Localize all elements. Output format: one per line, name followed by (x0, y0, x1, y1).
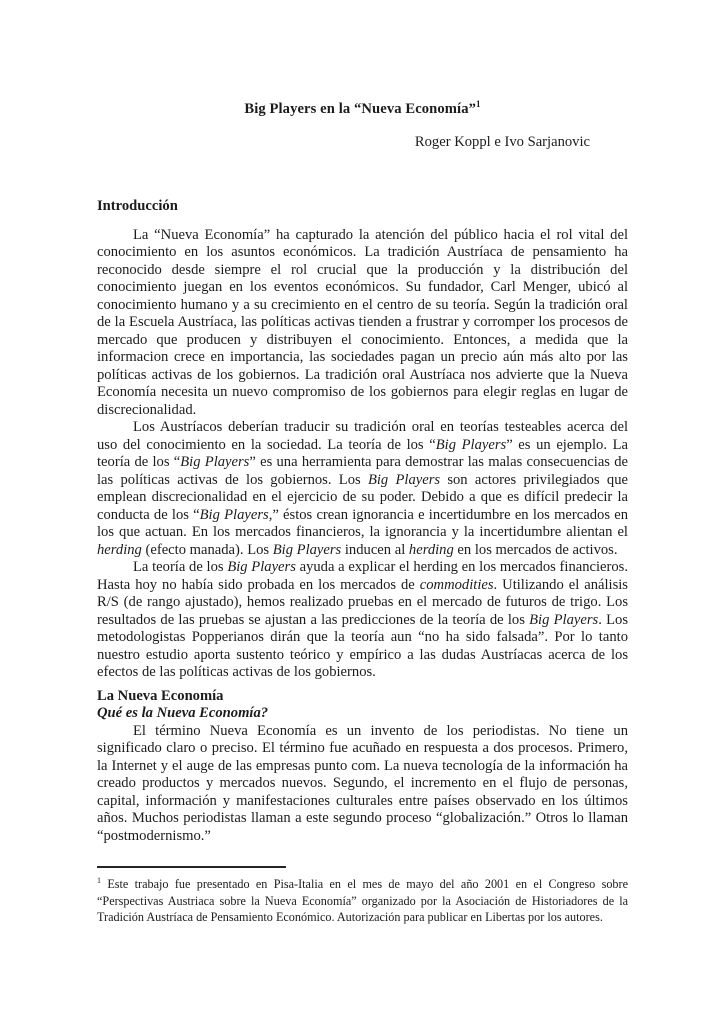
subsection-heading-que-es-la-nueva-economia: Qué es la Nueva Economía? (97, 705, 269, 721)
author-names: Roger Koppl e Ivo Sarjanovic (414, 134, 590, 150)
paragraph-intro-1: La “Nueva Economía” ha capturado la atención del público hacia el rol vital del conocimiento en los asuntos económicos. La tradición Austríaca de pensamiento ha reconocido desde siempre el rol crucial que la producción y la distribución del conocimiento juegan en los eventos económicos. Su fundador, Carl Menger, ubicó al conocimiento humano y a su crecimiento en el centro de su teoría. Según la tradición oral de la Escuela Austríaca, las políticas activas tienden a frustrar y corromper los procesos de mercado que producen y distribuyen el conocimiento. Entonces, a medida que la informacion crece en importancia, las sociedades pagan un precio aún más alto por las políticas activas de los gobiernos. La tradición oral Austríaca nos advierte que la Nueva Economía necesita un nuevo compromiso de los gobiernos para elegir reglas en lugar de discrecionalidad. (97, 226, 628, 418)
paper-title (97, 101, 628, 118)
section-heading-introduccion: Introducción (97, 198, 178, 214)
paper-title-text: Big Players en la “Nueva Economía” (244, 101, 476, 117)
title-footnote-ref: 1 (476, 99, 481, 110)
paragraph-intro-2: Los Austríacos deberían traducir su tradición oral en teorías testeables acerca del uso del conocimiento en la sociedad. La teoría de los “Big Players” es un ejemplo. La teoría de los “Big Players” es una herramienta para demostrar las malas consecuencias de las políticas activas de los gobiernos. Los Big Players son actores privilegiados que emplean discrecionalidad en el ejercicio de su poder. Debido a que es difícil predecir la conducta de los “Big Players,” éstos crean ignorancia e incertidumbre en los mercados en los que actuan. En los mercados financieros, la ignorancia y la incertidumbre alientan el herding (efecto manada). Los Big Players inducen al herding en los mercados de activos. (97, 419, 628, 558)
footnote-divider (97, 866, 286, 868)
paragraph-nueva-economia-1: El término Nueva Economía es un invento de los periodistas. No tiene un significado claro o preciso. El término fue acuñado en respuesta a dos procesos. Primero, la Internet y el auge de las empresas punto com. La nueva tecnología de la información ha creado productos y mercados nuevos. Segundo, el incremento en el flujo de personas, capital, información y manifestaciones culturales entre países observado en los últimos años. Muchos periodistas llaman a este segundo proceso “globalización.” Otros lo llaman “postmodernismo.” (97, 722, 628, 844)
footnote-body: Este trabajo fue presentado en Pisa-Italia en el mes de mayo del año 2001 en el Congreso sobre “Perspectivas Austriaca sobre la Nueva Economía” organizado por la Asociación de Historiadores de la Tradición Austríaca de Pensamiento Económico. Autorización para publicar en Libertas por los autores. (97, 877, 628, 925)
author-line (97, 134, 628, 151)
section-heading-la-nueva-economia: La Nueva Economía (97, 687, 224, 704)
footnote-area (97, 866, 628, 926)
footnote-text (97, 873, 628, 926)
footnote-marker: 1 (97, 876, 101, 885)
paragraph-intro-3: La teoría de los Big Players ayuda a explicar el herding en los mercados financieros. Hasta hoy no había sido probada en los mercados de commodities. Utilizando el análisis R/S (de rango ajustado), hemos realizado pruebas en el mercado de futuros de trigo. Los resultados de las pruebas se ajustan a las predicciones de la teoría de los Big Players. Los metodologistas Popperianos dirán que la teoría aun “no ha sido falsada”. Por lo tanto nuestro estudio aporta sustento teórico y empírico a las dudas Austríacas acerca de los efectos de las políticas activas de los gobiernos. (97, 559, 629, 680)
